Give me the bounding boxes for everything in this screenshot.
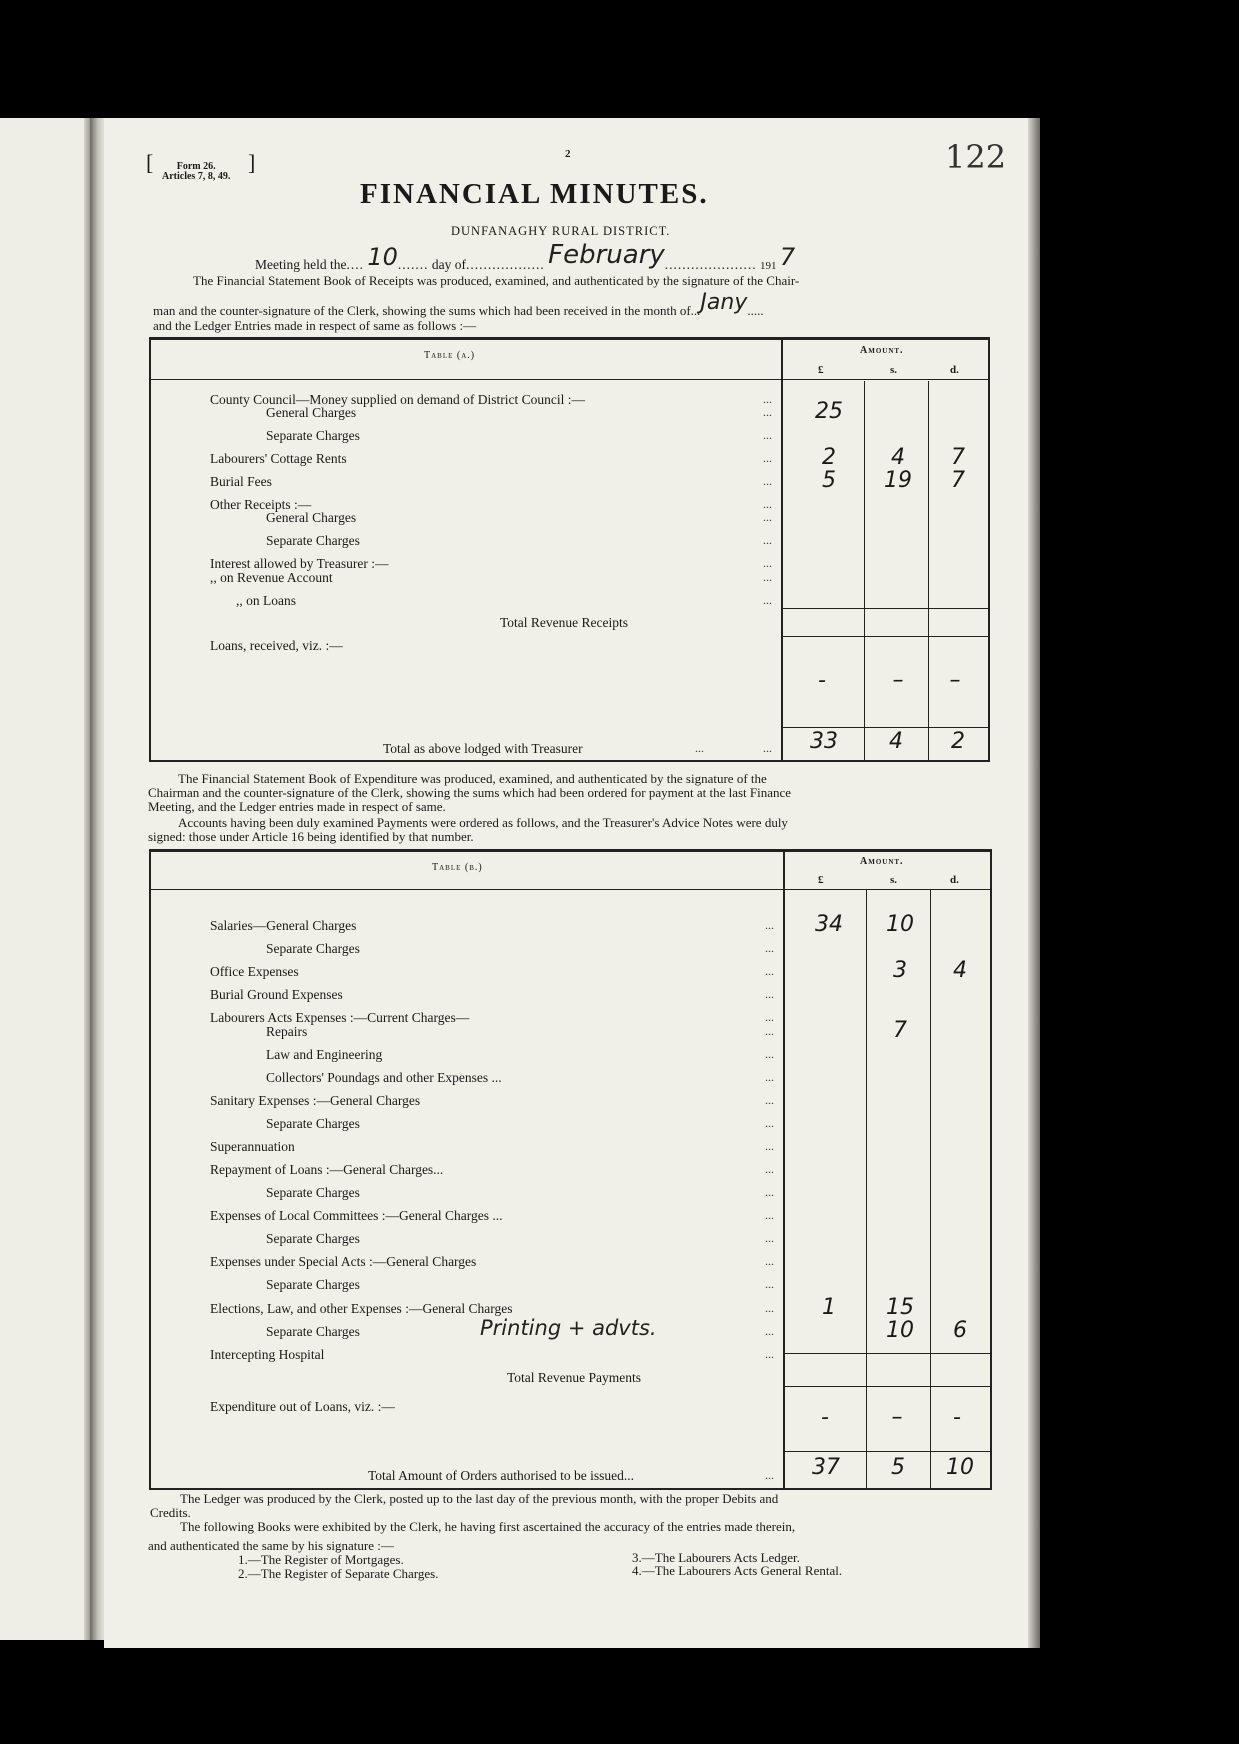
table-b-row-label: Law and Engineering [266, 1047, 383, 1062]
book-gutter [90, 118, 104, 1640]
table-b-row-leader: ... [765, 941, 774, 955]
table-a-row-leader: ... [763, 497, 772, 511]
table-b-row-label: Separate Charges [266, 1324, 360, 1339]
table-a-caption: Table (a.) [424, 350, 476, 361]
expenditure-intro-line3: Meeting, and the Ledger entries made in respect of same. [148, 799, 446, 814]
table-b-row-pounds: 34 [815, 912, 843, 937]
table-b-row-leader: ... [765, 1208, 774, 1222]
table-b-row-leader: ... [765, 1301, 774, 1315]
table-b-pounds-header: £ [818, 874, 824, 886]
table-b-row-leader: ... [765, 1347, 774, 1361]
table-b-row-leader: ... [765, 1010, 774, 1024]
page-number: 2 [565, 148, 571, 160]
table-b-row-shillings: 7 [893, 1018, 907, 1043]
table-a-loans-pounds: - [818, 668, 826, 693]
meeting-year-prefix: 191 [760, 260, 777, 272]
form-reference: [ Form 26. Articles 7, 8, 49. ] [146, 150, 256, 182]
table-b-row-leader: ... [765, 1231, 774, 1245]
table-b-row-label: Collectors' Poundags and other Expenses ... [266, 1070, 502, 1085]
table-b-row-leader: ... [765, 1277, 774, 1291]
table-b-row-label: Salaries—General Charges [210, 918, 357, 933]
table-b-caption: Table (b.) [432, 862, 483, 873]
table-a-row-leader: ... [763, 533, 772, 547]
table-b-row-leader: ... [765, 1024, 774, 1038]
table-b-row-label: Intercepting Hospital [210, 1347, 325, 1362]
table-b-row-label: Expenses under Special Acts :—General Charges [210, 1254, 477, 1269]
table-a-row-label: Labourers' Cottage Rents [210, 451, 347, 466]
table-b-row-shillings: 3 [893, 958, 907, 983]
table-a-amount-header: Amount. [860, 345, 904, 356]
table-b-pence-header: d. [950, 874, 959, 886]
table-b-loans-pence: - [953, 1405, 961, 1430]
table-a-shillings-header: s. [890, 364, 898, 376]
table-a-row-leader: ... [763, 570, 772, 584]
table-b-row-pence: 6 [953, 1318, 967, 1343]
meeting-year-digit: 7 [779, 243, 796, 271]
table-a-row-pence: 7 [951, 445, 965, 470]
book-list-item-1: 1.—The Register of Mortgages. [238, 1552, 404, 1567]
table-b-row-label: Office Expenses [210, 964, 299, 979]
table-a-row-pounds: 5 [822, 468, 836, 493]
table-b-row-label: Separate Charges [266, 1277, 360, 1292]
table-b-row-leader: ... [765, 1070, 774, 1084]
handwritten-note: Printing + advts. [480, 1316, 657, 1340]
table-b-loans-label: Expenditure out of Loans, viz. :— [210, 1399, 395, 1414]
table-b-row-label: Labourers Acts Expenses :—Current Charges— [210, 1010, 470, 1025]
table-b-row-leader: ... [765, 1047, 774, 1061]
table-a-row-leader: ... [763, 428, 772, 442]
table-a-row-pounds: 2 [822, 445, 836, 470]
receipts-month: Jany [700, 290, 748, 315]
page-edge [1028, 118, 1040, 1648]
table-a-row-pounds: 25 [815, 399, 843, 424]
table-a-loans-label: Loans, received, viz. :— [210, 638, 343, 653]
table-a-total-label: Total as above lodged with Treasurer [383, 741, 583, 756]
footer-line4: and authenticated the same by his signature :— [148, 1538, 394, 1553]
table-b-row-label: Separate Charges [266, 1185, 360, 1200]
table-b-row-leader: ... [765, 1254, 774, 1268]
table-b-total-revenue-label: Total Revenue Payments [507, 1370, 642, 1385]
table-b-row-shillings: 10 [886, 912, 914, 937]
table-b-row-shillings: 15 [886, 1295, 914, 1320]
receipts-intro-line3: and the Ledger Entries made in respect of same as follows :— [153, 318, 477, 333]
meeting-line: Meeting held the.... 10....... day of.................. February..................... 191 7 [255, 240, 796, 272]
table-b-row-leader: ... [765, 1093, 774, 1107]
table-b-row-pounds: 1 [822, 1295, 836, 1320]
table-b-total-pounds: 37 [812, 1455, 840, 1480]
table-b-row-leader: ... [765, 1139, 774, 1153]
table-b-row-leader: ... [765, 1116, 774, 1130]
table-b-row-label: Separate Charges [266, 1231, 360, 1246]
meeting-day-of: day of [431, 257, 467, 272]
expenditure-intro-line2: Chairman and the counter-signature of the Clerk, showing the sums which had been ordered for payment at the last Finance [148, 785, 792, 800]
table-a-row-pence: 7 [951, 468, 965, 493]
table-b-row-leader: ... [765, 1162, 774, 1176]
expenditure-intro-line5: signed: those under Article 16 being identified by that number. [148, 829, 474, 844]
table-a-row-label: Other Receipts :— [210, 497, 312, 512]
table-a-row-leader: ... [763, 392, 772, 406]
footer-line2: Credits. [150, 1505, 191, 1520]
left-page [0, 118, 90, 1640]
expenditure-intro-line1: The Financial Statement Book of Expenditure was produced, examined, and authenticated by the signature of the [178, 771, 767, 786]
receipts-intro-line2: man and the counter-signature of the Clerk, showing the sums which had been received in the month of...Jany..... [153, 290, 764, 318]
meeting-prefix: Meeting held the [255, 257, 347, 272]
footer-line1: The Ledger was produced by the Clerk, posted up to the last day of the previous month, with the proper Debits and [180, 1491, 779, 1506]
receipts-intro-text: man and the counter-signature of the Clerk, showing the sums which had been received in the month of [153, 303, 691, 318]
table-b-row-label: Repayment of Loans :—General Charges... [210, 1162, 444, 1177]
table-b-row-pence: 4 [953, 958, 967, 983]
book-list-item-4: 4.—The Labourers Acts General Rental. [632, 1563, 843, 1578]
table-b-row-leader: ... [765, 964, 774, 978]
table-b-row-leader: ... [765, 918, 774, 932]
footer-line3: The following Books were exhibited by the Clerk, he having first ascertained the accuracy of the entries made therein, [180, 1519, 796, 1534]
table-a-row-label: ,, on Revenue Account [210, 570, 333, 585]
table-a-row-leader: ... [763, 451, 772, 465]
form-number: Form 26. [176, 161, 216, 172]
table-a-row-label: Separate Charges [266, 428, 360, 443]
table-a-row-label: County Council—Money supplied on demand of District Council :— [210, 392, 585, 407]
table-b-row-leader: ... [765, 987, 774, 1001]
table-a-pence-header: d. [950, 364, 959, 376]
table-b-row-label: Expenses of Local Committees :—General Charges ... [210, 1208, 503, 1223]
table-b-row-label: Burial Ground Expenses [210, 987, 343, 1002]
book-list-item-2: 2.—The Register of Separate Charges. [238, 1566, 439, 1581]
table-a-pounds-header: £ [818, 364, 824, 376]
table-a-loans-shillings: – [892, 668, 904, 693]
table-b-loans-shillings: – [891, 1405, 903, 1430]
table-b-row-label: Sanitary Expenses :—General Charges [210, 1093, 421, 1108]
table-b-row-leader: ... [765, 1185, 774, 1199]
table-a-loans-pence: – [949, 668, 961, 693]
table-a-total-revenue-label: Total Revenue Receipts [500, 615, 629, 630]
table-b-row-label: Separate Charges [266, 1116, 360, 1131]
table-b-row-shillings: 10 [886, 1318, 914, 1343]
table-b-total-label: Total Amount of Orders authorised to be issued... [368, 1468, 635, 1483]
table-b-row-label: Repairs [266, 1024, 308, 1039]
table-b-row-label: Separate Charges [266, 941, 360, 956]
table-b-row-leader: ... [765, 1324, 774, 1338]
district-name: DUNFANAGHY RURAL DISTRICT. [451, 224, 671, 238]
table-b-shillings-header: s. [890, 874, 898, 886]
table-a-row-leader: ... [763, 474, 772, 488]
table-a-row-label: General Charges [266, 510, 357, 525]
table-a-row-leader: ... [763, 510, 772, 524]
table-a-row-label: ,, on Loans [236, 593, 296, 608]
folio-number: 122 [945, 138, 1007, 176]
table-b-total-pence: 10 [946, 1455, 974, 1480]
form-articles: Articles 7, 8, 49. [162, 171, 231, 182]
meeting-month: February [548, 240, 665, 270]
table-a-total-pence: 2 [951, 729, 965, 754]
meeting-day: 10 [367, 243, 398, 271]
table-b-row-label: Elections, Law, and other Expenses :—General Charges [210, 1301, 513, 1316]
table-a-row-label: Burial Fees [210, 474, 272, 489]
receipts-intro-line1: The Financial Statement Book of Receipts was produced, examined, and authenticated by the signature of the Chair- [193, 273, 800, 288]
table-a-row-shillings: 19 [884, 468, 912, 493]
table-a-row-leader: ... [763, 556, 772, 570]
book-list-item-3: 3.—The Labourers Acts Ledger. [632, 1550, 800, 1565]
table-b-loans-pounds: - [821, 1405, 829, 1430]
table-a-row-label: Interest allowed by Treasurer :— [210, 556, 389, 571]
table-a-row-leader: ... [763, 593, 772, 607]
expenditure-intro-line4: Accounts having been duly examined Payments were ordered as follows, and the Treasurer's Advice Notes were duly [178, 815, 788, 830]
table-a-row-label: General Charges [266, 405, 357, 420]
page-title: FINANCIAL MINUTES. [360, 178, 709, 210]
table-b-total-shillings: 5 [891, 1455, 905, 1480]
table-b-amount-header: Amount. [860, 856, 904, 867]
table-a-total-shillings: 4 [889, 729, 903, 754]
table-b-row-label: Superannuation [210, 1139, 295, 1154]
table-a-total-pounds: 33 [810, 729, 838, 754]
table-a-row-leader: ... [763, 405, 772, 419]
table-a-row-label: Separate Charges [266, 533, 360, 548]
table-a-row-shillings: 4 [891, 445, 905, 470]
